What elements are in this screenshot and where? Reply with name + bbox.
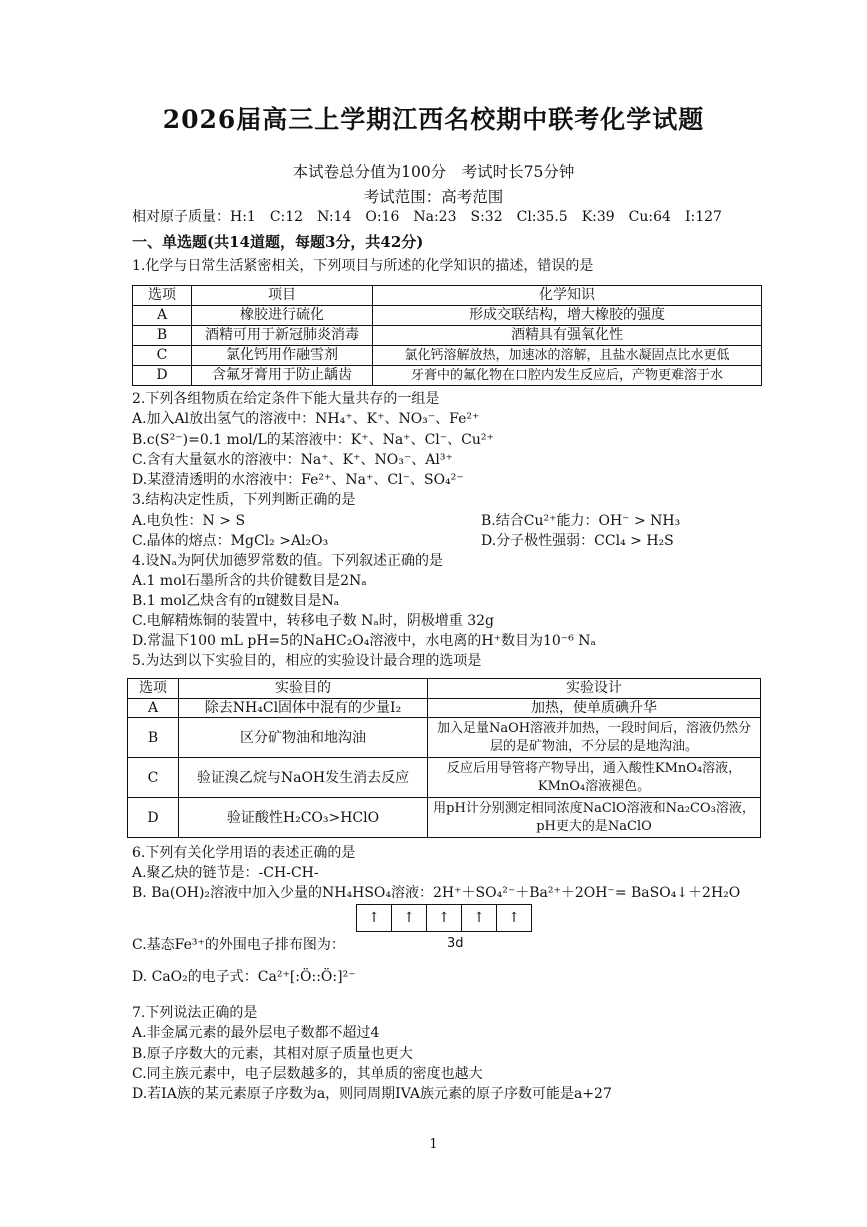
- table-row: [133, 306, 762, 326]
- q5-table: [127, 678, 761, 838]
- table-cell: B: [128, 718, 179, 758]
- orbital-box: ↑: [391, 904, 427, 932]
- q4-option-d: D.常温下100 mL pH=5的NaHC₂O₄溶液中，水电离的H⁺数目为10⁻⁶ Nₐ: [132, 633, 596, 649]
- q7-stem: 7.下列说法正确的是: [132, 1005, 258, 1021]
- q7-option-d: D.若IA族的某元素原子序数为a，则同周期IVA族元素的原子序数可能是a+27: [132, 1086, 612, 1102]
- q6-option-a: A.聚乙炔的链节是：-CH-CH-: [132, 865, 319, 881]
- table-row: [128, 699, 761, 718]
- exam-title: 2026届高三上学期江西名校期中联考化学试题: [162, 105, 705, 134]
- atomic-mass-line: 相对原子质量：H:1 C:12 N:14 O:16 Na:23 S:32 Cl:35.5 K:39 Cu:64 I:127: [132, 209, 722, 225]
- header-cell: 选项: [128, 679, 179, 699]
- table-cell: 橡胶进行硫化: [192, 306, 373, 326]
- q4-option-b: B.1 mol乙炔含有的π键数目是Nₐ: [132, 593, 340, 609]
- table-header-row: [133, 286, 762, 306]
- q1-table: [132, 285, 762, 386]
- q3-option-a: A.电负性：N > S: [132, 513, 246, 529]
- orbital-box: ↑: [356, 904, 392, 932]
- table-cell: 验证溴乙烷与NaOH发生消去反应: [179, 758, 428, 798]
- table-cell: B: [133, 326, 192, 346]
- q5-stem: 5.为达到以下实验目的，相应的实验设计最合理的选项是: [132, 653, 482, 669]
- q4-option-c: C.电解精炼铜的装置中，转移电子数 Nₐ时，阴极增重 32g: [132, 613, 494, 629]
- table-cell: 氯化钙用作融雪剂: [192, 346, 373, 366]
- table-cell: 氯化钙溶解放热，加速冰的溶解，且盐水凝固点比水更低: [373, 346, 762, 366]
- q2-option-d: D.某澄清透明的水溶液中：Fe²⁺、Na⁺、Cl⁻、SO₄²⁻: [132, 472, 464, 488]
- table-cell: 除去NH₄Cl固体中混有的少量I₂: [179, 699, 428, 718]
- q3-option-b: B.结合Cu²⁺能力：OH⁻ > NH₃: [481, 513, 681, 529]
- table-cell: 牙膏中的氟化物在口腔内发生反应后，产物更难溶于水: [373, 366, 762, 386]
- header-cell: 化学知识: [373, 286, 762, 306]
- table-cell: 酒精可用于新冠肺炎消毒: [192, 326, 373, 346]
- orbital-box: ↑: [461, 904, 497, 932]
- table-cell: C: [133, 346, 192, 366]
- scope-line: 考试范围：高考范围: [363, 188, 504, 206]
- q6-stem: 6.下列有关化学用语的表述正确的是: [132, 845, 356, 861]
- table-cell: A: [133, 306, 192, 326]
- q6-option-d: D. CaO₂的电子式：Ca²⁺[:Ö::Ö:]²⁻: [132, 969, 356, 985]
- page-number: 1: [429, 1137, 438, 1152]
- q1-stem: 1.化学与日常生活紧密相关，下列项目与所述的化学知识的描述，错误的是: [132, 258, 594, 274]
- table-cell: 酒精具有强氧化性: [373, 326, 762, 346]
- table-row: [128, 758, 761, 798]
- q3-option-c: C.晶体的熔点：MgCl₂ >Al₂O₃: [132, 533, 329, 549]
- q4-stem: 4.设Nₐ为阿伏加德罗常数的值。下列叙述正确的是: [132, 553, 444, 569]
- table-header-row: [128, 679, 761, 699]
- table-cell: 含氟牙膏用于防止龋齿: [192, 366, 373, 386]
- table-cell: D: [128, 798, 179, 838]
- header-cell: 实验设计: [428, 679, 761, 699]
- table-row: [133, 346, 762, 366]
- score-time-line: 本试卷总分值为100分 考试时长75分钟: [292, 163, 575, 181]
- q7-option-b: B.原子序数大的元素，其相对原子质量也更大: [132, 1046, 413, 1062]
- header-cell: 项目: [192, 286, 373, 306]
- q4-option-a: A.1 mol石墨所含的共价键数目是2Nₐ: [132, 573, 367, 589]
- table-row: [133, 366, 762, 386]
- q2-option-c: C.含有大量氨水的溶液中：Na⁺、K⁺、NO₃⁻、Al³⁺: [132, 452, 453, 468]
- q2-option-a: A.加入Al放出氢气的溶液中：NH₄⁺、K⁺、NO₃⁻、Fe²⁺: [132, 411, 480, 427]
- header-cell: 选项: [133, 286, 192, 306]
- q7-option-a: A.非金属元素的最外层电子数都不超过4: [132, 1025, 380, 1041]
- orbital-box: ↑: [496, 904, 532, 932]
- table-cell: 加入足量NaOH溶液并加热，一段时间后，溶液仍然分层的是矿物油，不分层的是地沟油。: [428, 718, 761, 758]
- q2-option-b: B.c(S²⁻)=0.1 mol/L的某溶液中：K⁺、Na⁺、Cl⁻、Cu²⁺: [132, 432, 494, 448]
- table-cell: A: [128, 699, 179, 718]
- section-heading: 一、单选题(共14道题，每题3分，共42分): [132, 233, 424, 251]
- table-row: [133, 326, 762, 346]
- orbital-diagram: [357, 904, 532, 932]
- q3-stem: 3.结构决定性质，下列判断正确的是: [132, 492, 356, 508]
- table-cell: C: [128, 758, 179, 798]
- table-cell: 验证酸性H₂CO₃>HClO: [179, 798, 428, 838]
- orbital-label: 3d: [447, 936, 464, 951]
- table-cell: 区分矿物油和地沟油: [179, 718, 428, 758]
- q6-option-b: B. Ba(OH)₂溶液中加入少量的NH₄HSO₄溶液：2H⁺＋SO₄²⁻＋Ba²⁺＋2OH⁻= BaSO₄↓＋2H₂O: [132, 885, 741, 901]
- q7-option-c: C.同主族元素中，电子层数越多的，其单质的密度也越大: [132, 1066, 483, 1082]
- table-row: [128, 718, 761, 758]
- table-cell: 加热，使单质碘升华: [428, 699, 761, 718]
- table-row: [128, 798, 761, 838]
- orbital-box: ↑: [426, 904, 462, 932]
- q3-option-d: D.分子极性强弱：CCl₄ > H₂S: [481, 533, 674, 549]
- table-cell: 反应后用导管将产物导出，通入酸性KMnO₄溶液，KMnO₄溶液褪色。: [428, 758, 761, 798]
- header-cell: 实验目的: [179, 679, 428, 699]
- table-cell: D: [133, 366, 192, 386]
- q6-option-c: C.基态Fe³⁺的外围电子排布图为：: [132, 937, 345, 953]
- table-cell: 形成交联结构，增大橡胶的强度: [373, 306, 762, 326]
- table-cell: 用pH计分别测定相同浓度NaClO溶液和Na₂CO₃溶液，pH更大的是NaClO: [428, 798, 761, 838]
- q2-stem: 2.下列各组物质在给定条件下能大量共存的一组是: [132, 391, 440, 407]
